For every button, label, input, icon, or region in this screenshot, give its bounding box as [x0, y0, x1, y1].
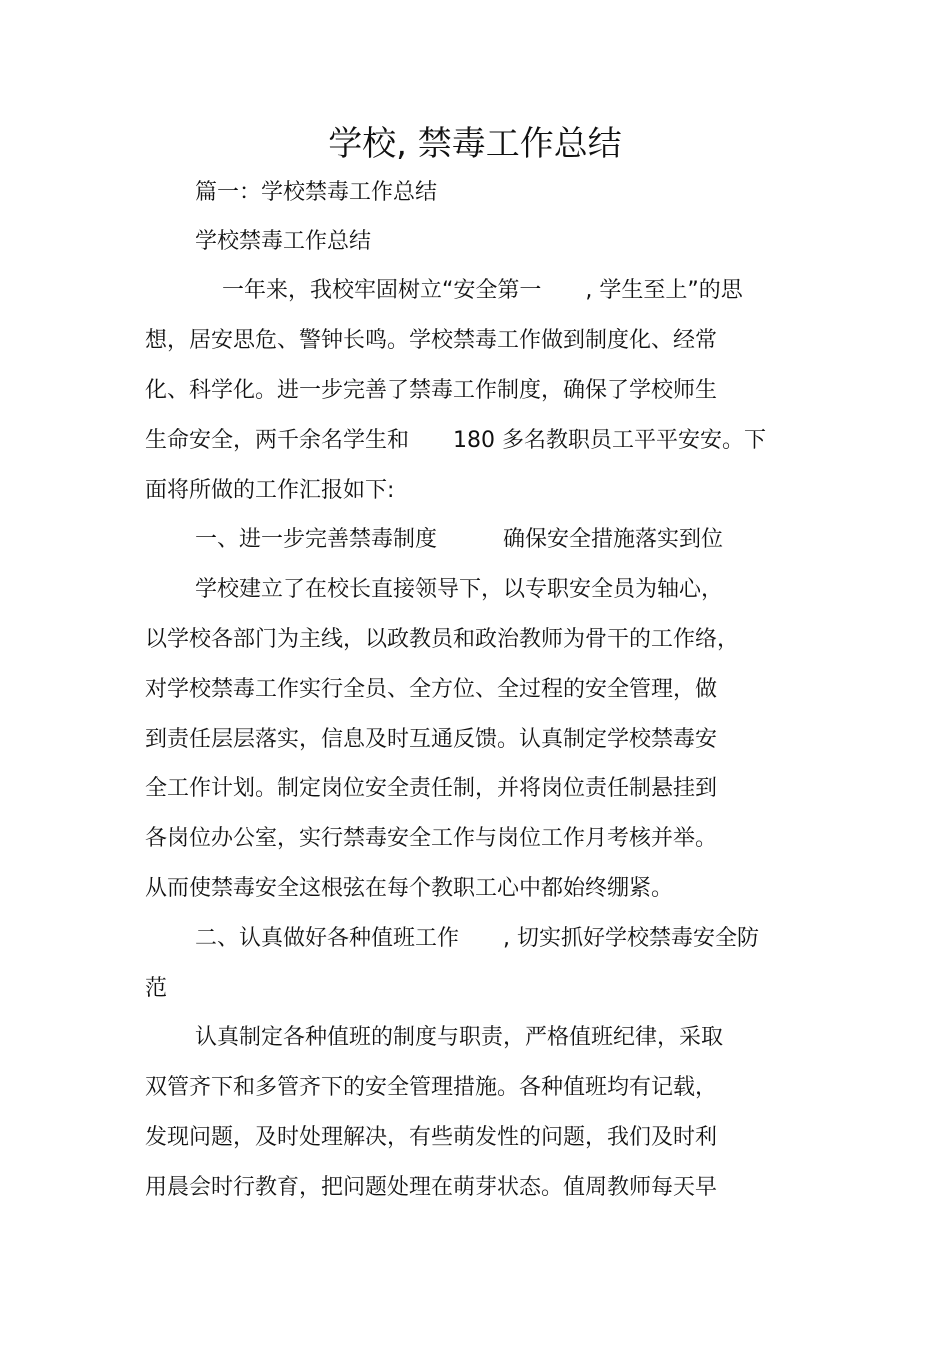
- paragraph-line: 双管齐下和多管齐下的安全管理措施。各种值班均有记载，: [145, 1075, 718, 1100]
- paragraph-line: 到责任层层落实，信息及时互通反馈。认真制定学校禁毒安: [145, 727, 718, 752]
- paragraph-line: 用晨会时行教育，把问题处理在萌芽状态。值周教师每天早: [145, 1175, 718, 1200]
- section-heading-2-continued: 范: [145, 976, 168, 1001]
- paragraph-line: 从而使禁毒安全这根弦在每个教职工心中都始终绷紧。: [145, 876, 674, 901]
- section-heading-2: 二、认真做好各种值班工作 , 切实抓好学校禁毒安全防: [195, 926, 759, 951]
- paragraph-line: 以学校各部门为主线，以政教员和政治教师为骨干的工作络，: [145, 627, 740, 652]
- document-title: 学校, 禁毒工作总结: [328, 124, 622, 164]
- document-subtitle: 篇一：学校禁毒工作总结: [195, 180, 438, 205]
- paragraph-line: 认真制定各种值班的制度与职责，严格值班纪律，采取: [195, 1025, 724, 1050]
- paragraph-line: 学校建立了在校长直接领导下，以专职安全员为轴心，: [195, 577, 724, 602]
- paragraph-line: 面将所做的工作汇报如下:: [145, 478, 395, 503]
- paragraph-line: 一年来，我校牢固树立“安全第一 , 学生至上”的思: [222, 278, 743, 303]
- document-heading: 学校禁毒工作总结: [195, 229, 372, 254]
- paragraph-line: 发现问题，及时处理解决，有些萌发性的问题，我们及时利: [145, 1125, 718, 1150]
- paragraph-line: 各岗位办公室，实行禁毒安全工作与岗位工作月考核并举。: [145, 826, 718, 851]
- paragraph-line: 全工作计划。制定岗位安全责任制，并将岗位责任制悬挂到: [145, 776, 718, 801]
- paragraph-line: 生命安全，两千余名学生和 180 多名教职员工平平安安。下: [145, 428, 766, 453]
- paragraph-line: 想，居安思危、警钟长鸣。学校禁毒工作做到制度化、经常: [145, 328, 718, 353]
- paragraph-line: 对学校禁毒工作实行全员、全方位、全过程的安全管理，做: [145, 677, 718, 702]
- section-heading-1: 一、进一步完善禁毒制度 确保安全措施落实到位: [195, 527, 724, 552]
- paragraph-line: 化、科学化。进一步完善了禁毒工作制度，确保了学校师生: [145, 378, 718, 403]
